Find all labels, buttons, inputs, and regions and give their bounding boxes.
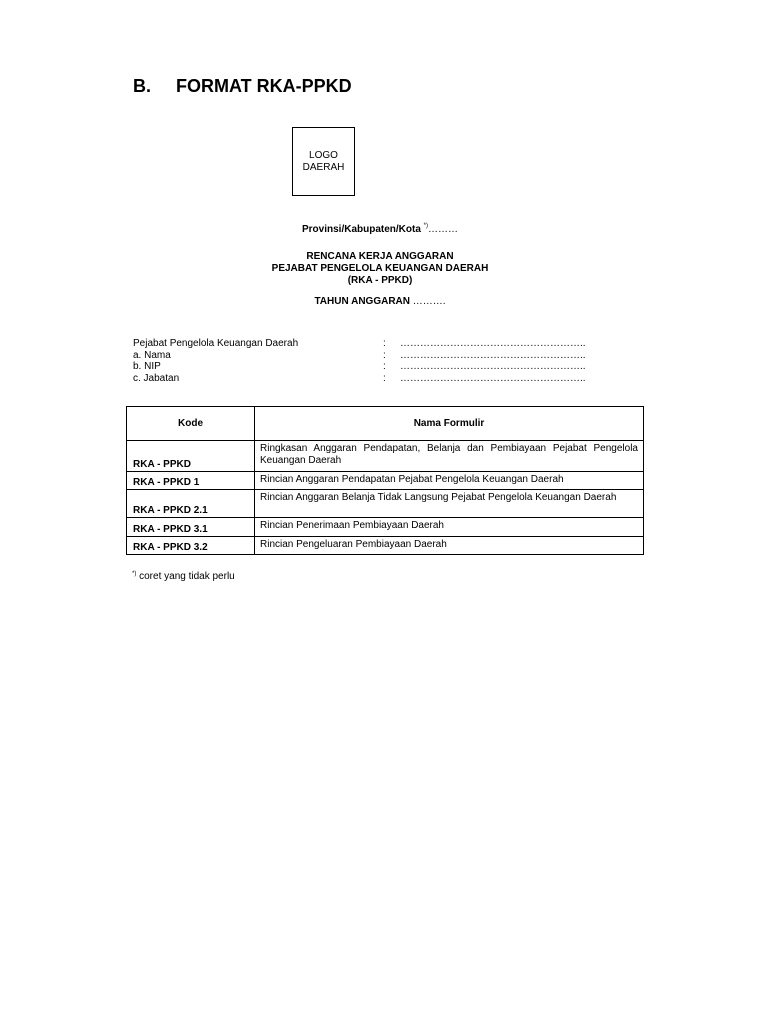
footnote-text: coret yang tidak perlu [139, 571, 235, 582]
form-code: RKA - PPKD 3.2 [127, 537, 255, 555]
table-row [127, 472, 644, 490]
section-title: FORMAT RKA-PPKD [176, 76, 352, 96]
budget-year-label: TAHUN ANGGARAN [314, 296, 410, 307]
official-value: ……………………………………………….. [400, 338, 586, 349]
region-marker: *) [423, 223, 429, 229]
official-row [133, 361, 586, 373]
form-name: Rincian Anggaran Belanja Tidak Langsung Pejabat Pengelola Keuangan Daerah [255, 490, 644, 518]
logo-line-1: LOGO [309, 149, 338, 161]
logo-placeholder [292, 127, 355, 196]
region-dots: ……… [428, 224, 459, 235]
official-colon: : [383, 349, 386, 361]
plan-title [200, 251, 560, 287]
form-name: Rincian Anggaran Pendapatan Pejabat Pengelola Keuangan Daerah [255, 472, 644, 490]
official-label: Pejabat Pengelola Keuangan Daerah [133, 338, 299, 349]
plan-title-line-3: (RKA - PPKD) [347, 275, 413, 286]
footnote-marker: *) [132, 571, 137, 577]
budget-year-dots: ………. [412, 296, 446, 307]
official-colon: : [383, 361, 386, 372]
form-code: RKA - PPKD 3.1 [127, 518, 255, 537]
table-row [127, 537, 644, 555]
form-name: Rincian Pengeluaran Pembiayaan Daerah [255, 537, 644, 555]
footnote [132, 571, 235, 582]
official-label: a. Nama [133, 349, 171, 361]
form-name: Ringkasan Anggaran Pendapatan, Belanja dan Pembiayaan Pejabat Pengelola Keuangan Daerah [255, 441, 644, 472]
official-value: ……………………………………………….. [400, 349, 586, 361]
budget-year-line [200, 296, 560, 308]
official-colon: : [383, 338, 386, 349]
plan-title-line-1: RENCANA KERJA ANGGARAN [306, 251, 454, 262]
form-code: RKA - PPKD 1 [127, 472, 255, 490]
form-code: RKA - PPKD [127, 441, 255, 472]
form-code: RKA - PPKD 2.1 [127, 490, 255, 518]
header-name: Nama Formulir [255, 407, 644, 441]
plan-title-line-2: PEJABAT PENGELOLA KEUANGAN DAERAH [271, 263, 489, 274]
region-line [200, 220, 560, 236]
table-row [127, 518, 644, 537]
official-label: b. NIP [133, 361, 161, 372]
official-row [133, 350, 586, 362]
header-code: Kode [127, 407, 255, 441]
official-colon: : [383, 372, 386, 384]
table-row [127, 490, 644, 518]
region-label: Provinsi/Kabupaten/Kota [301, 224, 421, 235]
official-row [133, 373, 586, 385]
official-row [133, 338, 586, 350]
official-value: ……………………………………………….. [400, 361, 586, 372]
section-letter: B. [133, 76, 151, 96]
section-heading [133, 76, 352, 97]
official-info [133, 338, 586, 384]
official-value: ……………………………………………….. [400, 372, 586, 384]
logo-line-2: DAERAH [302, 161, 345, 173]
table-row [127, 441, 644, 472]
table-header-row [127, 407, 644, 441]
form-name: Rincian Penerimaan Pembiayaan Daerah [255, 518, 644, 537]
official-label: c. Jabatan [133, 372, 180, 384]
forms-table [126, 406, 644, 555]
